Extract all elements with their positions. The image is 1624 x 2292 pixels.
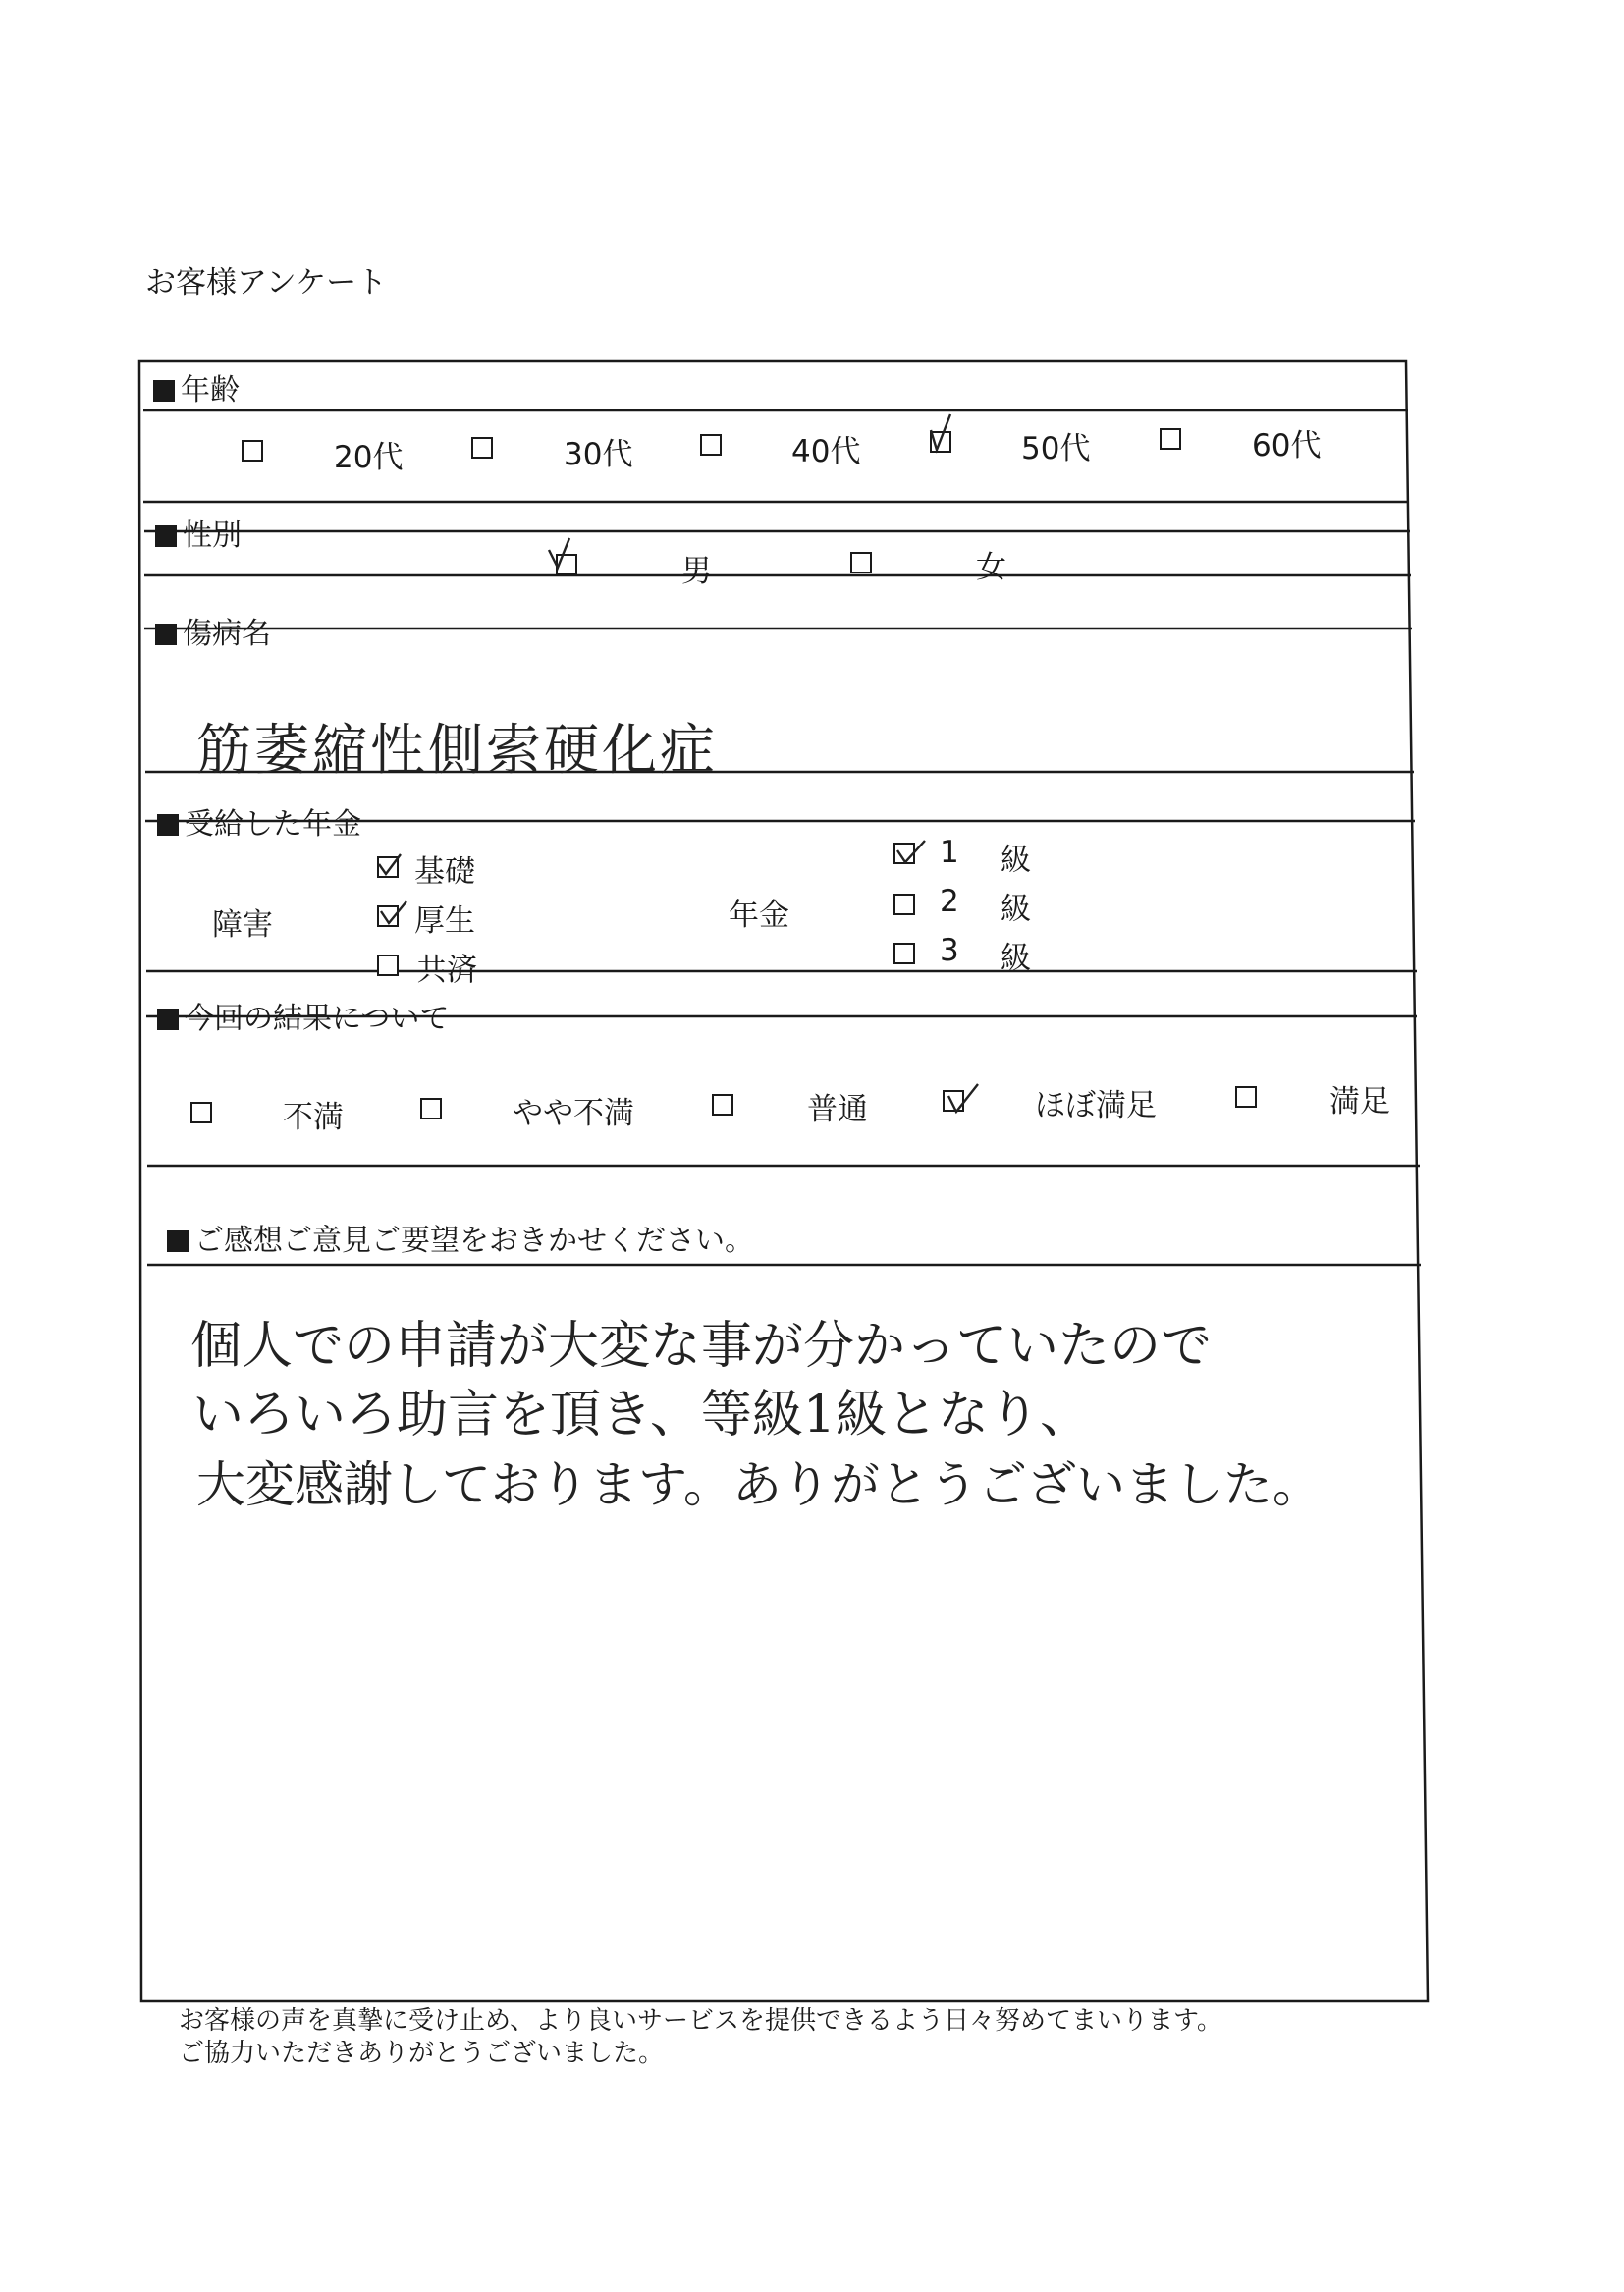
grade-2-checkbox[interactable] [893, 894, 915, 915]
grade-1-number: 1 [940, 835, 959, 870]
pension-kousei-label: 厚生 [414, 903, 475, 939]
black-square-icon [153, 380, 175, 402]
grade-3-unit: 級 [1001, 941, 1031, 976]
black-square-icon [155, 624, 177, 645]
check-mark-icon [375, 850, 405, 880]
section-result-label: 今回の結果について [185, 1002, 450, 1036]
age-20-checkbox[interactable] [242, 440, 263, 462]
grade-2-unit: 級 [1001, 892, 1031, 927]
age-40-label: 40代 [791, 434, 861, 469]
comment-line: 大変感謝しております。ありがとうございました。 [196, 1456, 1322, 1513]
section-pension-label: 受給した年金 [185, 807, 361, 842]
form-grid-lines [139, 332, 1416, 1993]
footer-line: お客様の声を真摯に受け止め、より良いサービスを提供できるよう日々努めてまいります。 [179, 2006, 1222, 2036]
pension-kyousai-label: 共済 [416, 953, 477, 988]
age-60-checkbox[interactable] [1160, 428, 1181, 450]
result-somewhat-dissatisfied-label: やや不満 [513, 1096, 634, 1131]
gender-male-label: 男 [681, 554, 712, 589]
gender-female-checkbox[interactable] [850, 552, 872, 573]
black-square-icon [167, 1230, 189, 1252]
result-mostly-satisfied-label: ほぼ満足 [1035, 1088, 1157, 1123]
age-40-checkbox[interactable] [700, 434, 722, 456]
section-age-label: 年齢 [181, 373, 240, 408]
section-disease-label: 傷病名 [183, 617, 271, 651]
pension-kyousai-checkbox[interactable] [377, 955, 399, 976]
section-result [157, 994, 449, 1037]
age-20-label: 20代 [334, 440, 404, 475]
result-dissatisfied-label: 不満 [283, 1100, 344, 1135]
result-satisfied-label: 満足 [1329, 1084, 1390, 1119]
footer-note [179, 2005, 1222, 2070]
black-square-icon [157, 814, 179, 836]
grade-1-unit: 級 [1001, 843, 1031, 878]
grade-3-checkbox[interactable] [893, 943, 915, 964]
comment-line: いろいろ助言を頂き、等級1級となり、 [192, 1386, 1092, 1445]
grade-3-number: 3 [940, 933, 959, 968]
comment-line: 個人での申請が大変な事が分かっていたので [190, 1317, 1213, 1376]
gender-female-label: 女 [976, 550, 1006, 585]
result-dissatisfied-checkbox[interactable] [190, 1102, 212, 1123]
section-comments-label: ご感想ご意見ご要望をおきかせください。 [194, 1224, 754, 1258]
survey-form [139, 332, 1416, 1993]
result-somewhat-dissatisfied-checkbox[interactable] [420, 1098, 442, 1119]
result-neutral-checkbox[interactable] [712, 1094, 733, 1116]
pension-kiso-label: 基礎 [414, 854, 475, 890]
pension-kind-label: 年金 [729, 898, 789, 933]
section-gender [155, 511, 242, 554]
black-square-icon [155, 525, 177, 547]
grade-2-number: 2 [940, 884, 959, 919]
age-60-label: 60代 [1252, 428, 1322, 464]
black-square-icon [157, 1009, 179, 1030]
result-neutral-label: 普通 [807, 1092, 868, 1127]
section-gender-label: 性別 [183, 518, 242, 553]
check-mark-icon [893, 837, 929, 868]
result-satisfied-checkbox[interactable] [1235, 1086, 1257, 1108]
check-mark-icon [546, 536, 575, 577]
disease-name-value: 筋萎縮性側索硬化症 [196, 719, 718, 783]
age-30-label: 30代 [564, 437, 633, 472]
page-title: お客様アンケート [145, 265, 388, 300]
section-disease [155, 609, 271, 652]
section-comments [167, 1216, 754, 1259]
age-30-checkbox[interactable] [471, 437, 493, 459]
footer-line: ご協力いただきありがとうございました。 [179, 2039, 665, 2068]
check-mark-icon [377, 898, 410, 929]
section-pension [157, 799, 361, 843]
age-50-label: 50代 [1021, 431, 1091, 466]
section-age [153, 365, 240, 409]
pension-type-label: 障害 [212, 907, 273, 943]
check-mark-icon [943, 1080, 982, 1116]
check-mark-icon [925, 412, 954, 454]
